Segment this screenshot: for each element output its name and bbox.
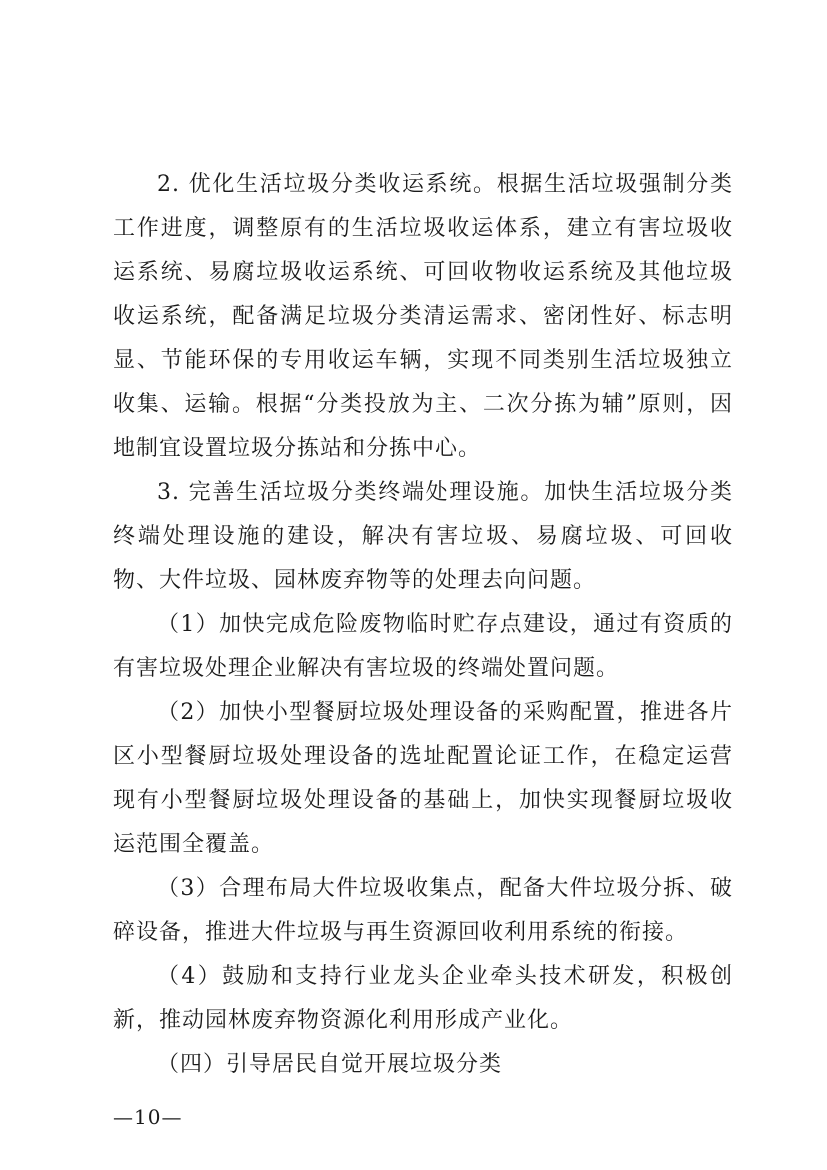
paragraph-sub-4: （4）鼓励和支持行业龙头企业牵头技术研发，积极创新，推动园林废弃物资源化利用形成产业化。 [113, 964, 733, 1033]
paragraph-sub-1: （1）加快完成危险废物临时贮存点建设，通过有资质的有害垃圾处理企业解决有害垃圾的终端处置问题。 [113, 612, 733, 681]
paragraph-sub-2: （2）加快小型餐厨垃圾处理设备的采购配置，推进各片区小型餐厨垃圾处理设备的选址配置论证工作，在稳定运营现有小型餐厨垃圾处理设备的基础上，加快实现餐厨垃圾收运范围全覆盖。 [113, 700, 733, 857]
paragraph-item-3: 3. 完善生活垃圾分类终端处理设施。加快生活垃圾分类终端处理设施的建设，解决有害垃圾、易腐垃圾、可回收物、大件垃圾、园林废弃物等的处理去向问题。 [113, 480, 733, 593]
page-number: —10— [113, 1105, 183, 1129]
document-body [113, 163, 733, 1087]
section-heading-4: （四）引导居民自觉开展垃圾分类 [157, 1052, 503, 1077]
paragraph-item-2: 2. 优化生活垃圾分类收运系统。根据生活垃圾强制分类工作进度，调整原有的生活垃圾收运体系，建立有害垃圾收运系统、易腐垃圾收运系统、可回收物收运系统及其他垃圾收运系统，配备满足垃圾分类清运需求、密闭性好、标志明显、节能环保的专用收运车辆，实现不同类别生活垃圾独立收集、运输。根据“分类投放为主、二次分拣为辅”原则，因地制宜设置垃圾分拣站和分拣中心。 [113, 172, 733, 461]
paragraph-sub-3: （3）合理布局大件垃圾收集点，配备大件垃圾分拆、破碎设备，推进大件垃圾与再生资源回收利用系统的衔接。 [113, 876, 733, 945]
